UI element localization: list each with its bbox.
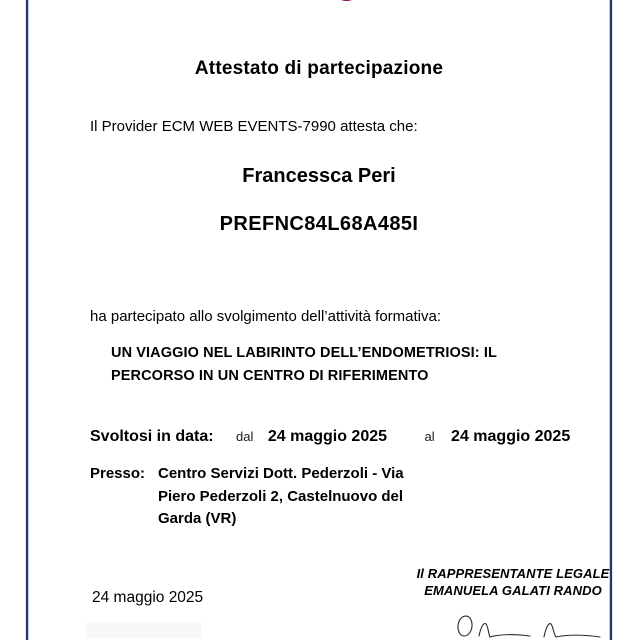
signature-icon [452, 612, 604, 638]
venue-label: Presso: [90, 465, 146, 482]
stamp-placeholder [86, 622, 201, 638]
date-row-label: Svoltosi in data: [90, 428, 214, 445]
venue-address-line: Garda (VR) [158, 510, 237, 527]
activity-intro: ha partecipato allo svolgimento dell’attività formativa: [90, 308, 442, 325]
venue-address-line: Piero Pederzoli 2, Castelnuovo del [158, 487, 404, 505]
provider-statement: Il Provider ECM WEB EVENTS-7990 attesta che: [90, 118, 418, 135]
venue-address-line: Centro Servizi Dott. Pederzoli - Via [158, 465, 404, 482]
date-to-label: al [424, 429, 435, 444]
fiscal-code: PREFNC84L68A485I [219, 213, 419, 235]
activity-title: UN VIAGGIO NEL LABIRINTO DELL’ENDOMETRIOSI: IL PERCORSO IN UN CENTRO DI RIFERIMENTO [111, 345, 497, 384]
certificate-title: Attestato di partecipazione [194, 58, 444, 79]
legal-representative-block [398, 565, 628, 599]
participant-name: Francessca Peri [242, 165, 396, 187]
date-row [90, 428, 570, 446]
date-from-label: dal [236, 429, 254, 444]
venue-address [158, 463, 404, 531]
certificate-page [26, 0, 612, 640]
date-from-value: 24 maggio 2025 [267, 428, 388, 445]
issue-date: 24 maggio 2025 [92, 589, 204, 606]
date-to-value: 24 maggio 2025 [451, 428, 571, 445]
legal-representative-role: Il RAPPRESENTANTE LEGALE [416, 566, 610, 581]
provider-logo-icon [332, 0, 361, 1]
legal-representative-name: EMANUELA GALATI RANDO [424, 583, 602, 598]
venue-row [90, 463, 404, 531]
